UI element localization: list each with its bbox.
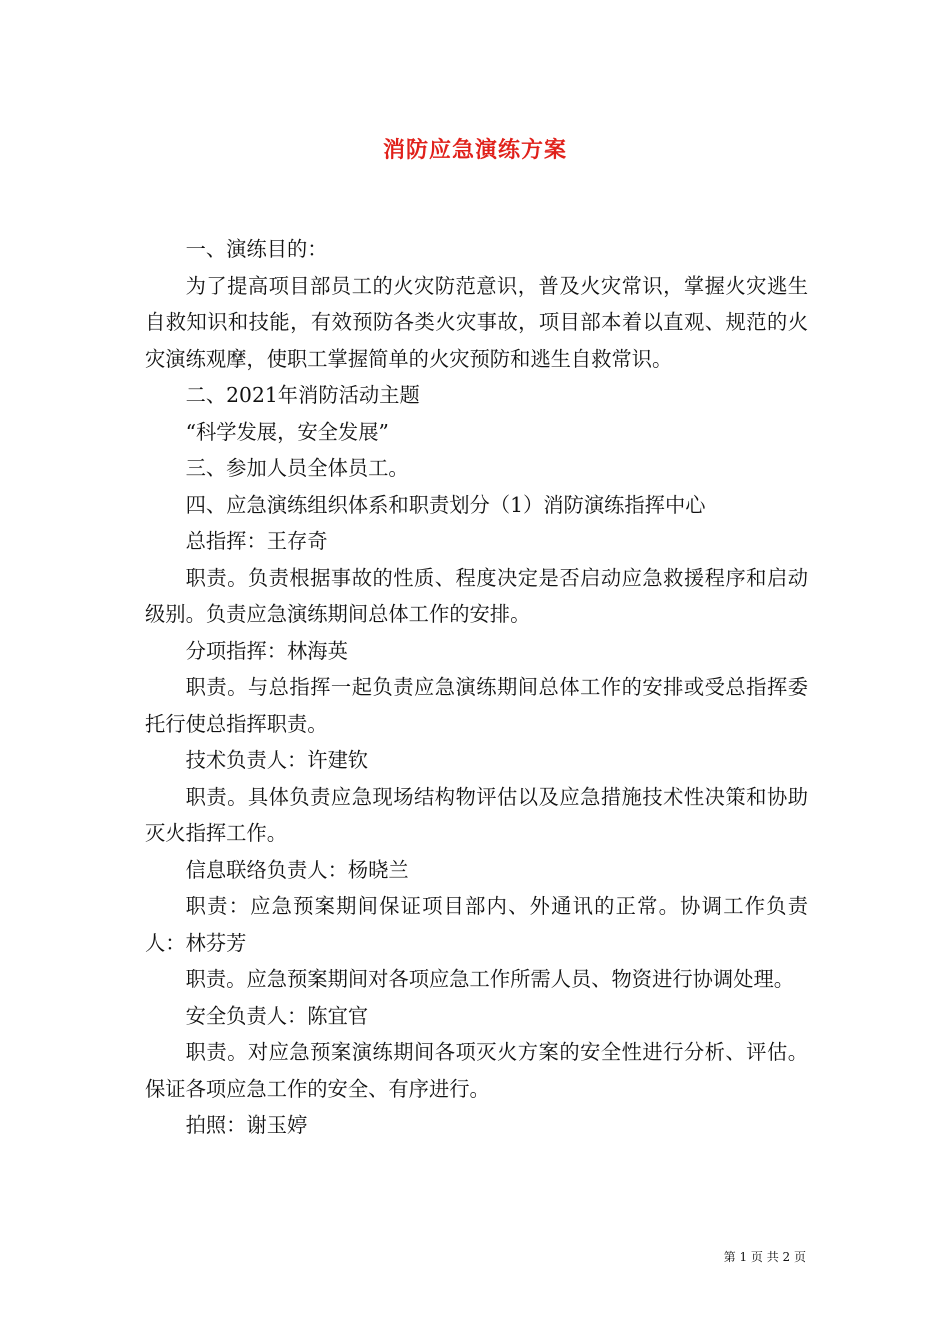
duty-commander: 职责。负责根据事故的性质、程度决定是否启动应急救援程序和启动级别。负责应急演练期间总体工作的安排。 — [145, 565, 808, 626]
page-title: 消防应急演练方案 — [382, 137, 567, 163]
duty-safety-lead: 职责。对应急预案演练期间各项灭火方案的安全性进行分析、评估。保证各项应急工作的安全、有序进行。 — [145, 1040, 808, 1101]
duty-liaison-lead: 职责：应急预案期间保证项目部内、外通讯的正常。协调工作负责人：林芬芳 — [145, 894, 808, 955]
section-heading-purpose: 一、演练目的： — [185, 237, 328, 261]
duty-coordination-lead: 职责。应急预案期间对各项应急工作所需人员、物资进行协调处理。 — [185, 967, 795, 991]
role-commander: 总指挥：王存奇 — [185, 529, 328, 553]
role-liaison-lead: 信息联络负责人：杨晓兰 — [185, 857, 409, 882]
section-heading-organization: 四、应急演练组织体系和职责划分（1）消防演练指挥中心 — [185, 492, 706, 517]
page-number-footer: 第 1 页 共 2 页 — [723, 1250, 806, 1264]
role-photographer: 拍照：谢玉婷 — [185, 1113, 308, 1137]
role-technical-lead: 技术负责人：许建钦 — [185, 748, 369, 772]
theme-slogan: “科学发展，安全发展” — [185, 419, 389, 444]
duty-sub-commander: 职责。与总指挥一起负责应急演练期间总体工作的安排或受总指挥委托行使总指挥职责。 — [145, 675, 808, 736]
role-sub-commander: 分项指挥：林海英 — [185, 638, 348, 663]
role-safety-lead: 安全负责人：陈宜官 — [185, 1003, 369, 1028]
section-heading-participants: 三、参加人员全体员工。 — [185, 456, 409, 480]
duty-technical-lead: 职责。具体负责应急现场结构物评估以及应急措施技术性决策和协助灭火指挥工作。 — [145, 784, 808, 845]
paragraph-purpose: 为了提高项目部员工的火灾防范意识，普及火灾常识，掌握火灾逃生自救知识和技能，有效预防各类火灾事故，项目部本着以直观、规范的火灾演练观摩，使职工掌握简单的火灾预防和逃生自救常识。 — [145, 273, 808, 371]
document-body — [145, 231, 808, 1144]
section-heading-theme: 二、2021年消防活动主题 — [185, 383, 420, 407]
